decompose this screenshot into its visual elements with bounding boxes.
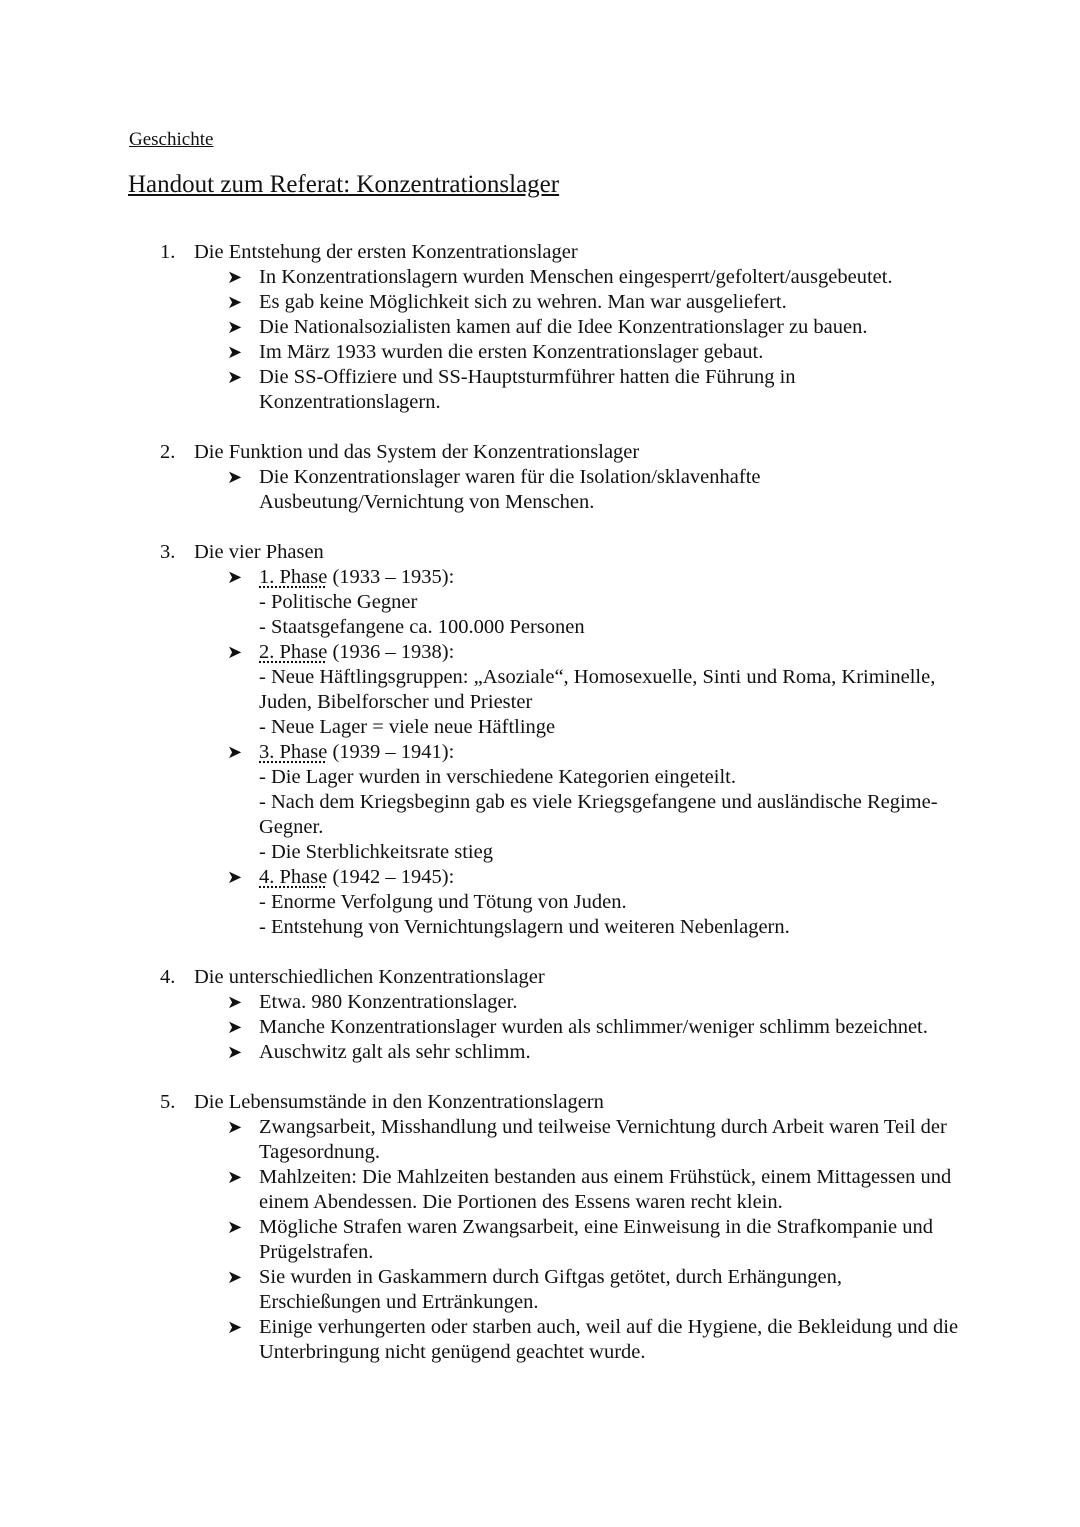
phase-detail-line: - Nach dem Kriegsbeginn gab es viele Kriegsgefangene und ausländische Regime-Gegner. (259, 791, 938, 838)
bullet-body: Es gab keine Möglichkeit sich zu wehren. Man war ausgeliefert. (259, 291, 787, 313)
section-number: 1. (160, 241, 176, 263)
bullet-body: Manche Konzentrationslager wurden als schlimmer/weniger schlimm bezeichnet. (259, 1016, 928, 1038)
bullet-body: Mögliche Strafen waren Zwangsarbeit, eine Einweisung in die Strafkompanie und Prügelstrafen. (259, 1216, 934, 1263)
phase-label: 4. Phase (259, 866, 328, 888)
bullet-list (160, 565, 960, 940)
section (160, 540, 960, 940)
document-title: Handout zum Referat: Konzentrationslager (128, 171, 560, 198)
bullet-body (259, 740, 960, 865)
bullet-body (259, 865, 960, 940)
phase-title-line (259, 865, 960, 890)
bullet-body: Etwa. 980 Konzentrationslager. (259, 991, 518, 1013)
bullet-item (160, 1315, 960, 1365)
phase-range: (1942 – 1945): (327, 866, 455, 888)
arrowhead-bullet-icon: ➤ (227, 1017, 243, 1038)
section-list (160, 240, 960, 1390)
bullet-list (160, 990, 960, 1065)
arrowhead-bullet-icon: ➤ (227, 742, 243, 763)
section-heading-row (160, 540, 960, 565)
section-heading-row (160, 440, 960, 465)
arrowhead-bullet-icon: ➤ (227, 992, 243, 1013)
section-number: 3. (160, 541, 176, 563)
bullet-list (160, 1115, 960, 1365)
bullet-body: Die Nationalsozialisten kamen auf die Idee Konzentrationslager zu bauen. (259, 316, 868, 338)
phase-detail-line: - Enorme Verfolgung und Tötung von Juden. (259, 891, 627, 913)
arrowhead-bullet-icon: ➤ (227, 1217, 243, 1238)
bullet-list (160, 265, 960, 415)
section-heading: Die Entstehung der ersten Konzentrationslager (194, 241, 578, 263)
bullet-item (160, 1040, 960, 1065)
phase-detail-line: - Staatsgefangene ca. 100.000 Personen (259, 616, 585, 638)
arrowhead-bullet-icon: ➤ (227, 567, 243, 588)
section (160, 440, 960, 515)
bullet-item (160, 640, 960, 740)
arrowhead-bullet-icon: ➤ (227, 1167, 243, 1188)
bullet-item (160, 1165, 960, 1215)
bullet-item (160, 1115, 960, 1165)
arrowhead-bullet-icon: ➤ (227, 292, 243, 313)
phase-detail-line: - Entstehung von Vernichtungslagern und weiteren Nebenlagern. (259, 916, 790, 938)
phase-detail-line: - Neue Häftlingsgruppen: „Asoziale“, Homosexuelle, Sinti und Roma, Kriminelle, Juden, Bibelforscher und Priester (259, 666, 936, 713)
phase-detail-line: - Neue Lager = viele neue Häftlinge (259, 716, 556, 738)
section-heading-row (160, 1090, 960, 1115)
bullet-item (160, 465, 960, 515)
arrowhead-bullet-icon: ➤ (227, 1117, 243, 1138)
arrowhead-bullet-icon: ➤ (227, 642, 243, 663)
bullet-item (160, 1015, 960, 1040)
section-heading: Die Lebensumstände in den Konzentrationslagern (194, 1091, 604, 1113)
phase-title-line (259, 565, 960, 590)
phase-title-line (259, 740, 960, 765)
bullet-item (160, 315, 960, 340)
phase-detail-line: - Die Sterblichkeitsrate stieg (259, 841, 493, 863)
arrowhead-bullet-icon: ➤ (227, 867, 243, 888)
arrowhead-bullet-icon: ➤ (227, 1042, 243, 1063)
bullet-body: Auschwitz galt als sehr schlimm. (259, 1041, 531, 1063)
bullet-item (160, 865, 960, 940)
section (160, 965, 960, 1065)
bullet-item (160, 740, 960, 865)
phase-label: 2. Phase (259, 641, 328, 663)
section-number: 2. (160, 441, 176, 463)
subject-heading: Geschichte (129, 129, 214, 150)
arrowhead-bullet-icon: ➤ (227, 1317, 243, 1338)
phase-title-line (259, 640, 960, 665)
bullet-item (160, 290, 960, 315)
bullet-item (160, 990, 960, 1015)
phase-label: 1. Phase (259, 566, 328, 588)
phase-range: (1933 – 1935): (327, 566, 455, 588)
phase-range: (1936 – 1938): (327, 641, 455, 663)
phase-detail-line: - Die Lager wurden in verschiedene Kategorien eingeteilt. (259, 766, 736, 788)
phase-label: 3. Phase (259, 741, 328, 763)
bullet-body: Sie wurden in Gaskammern durch Giftgas getötet, durch Erhängungen, Erschießungen und Ertränkungen. (259, 1266, 842, 1313)
arrowhead-bullet-icon: ➤ (227, 317, 243, 338)
arrowhead-bullet-icon: ➤ (227, 267, 243, 288)
bullet-body: Mahlzeiten: Die Mahlzeiten bestanden aus einem Frühstück, einem Mittagessen und einem Abendessen. Die Portionen des Essens waren recht klein. (259, 1166, 952, 1213)
bullet-item (160, 1215, 960, 1265)
section-heading-row (160, 965, 960, 990)
arrowhead-bullet-icon: ➤ (227, 367, 243, 388)
bullet-item (160, 1265, 960, 1315)
bullet-item (160, 340, 960, 365)
arrowhead-bullet-icon: ➤ (227, 1267, 243, 1288)
section-heading-row (160, 240, 960, 265)
bullet-item (160, 565, 960, 640)
arrowhead-bullet-icon: ➤ (227, 467, 243, 488)
arrowhead-bullet-icon: ➤ (227, 342, 243, 363)
section-number: 5. (160, 1091, 176, 1113)
bullet-body: In Konzentrationslagern wurden Menschen eingesperrt/gefoltert/ausgebeutet. (259, 266, 893, 288)
bullet-body: Einige verhungerten oder starben auch, weil auf die Hygiene, die Bekleidung und die Unterbringung nicht genügend geachtet wurde. (259, 1316, 959, 1363)
bullet-body (259, 640, 960, 740)
section-heading: Die vier Phasen (194, 541, 324, 563)
phase-range: (1939 – 1941): (327, 741, 455, 763)
phase-detail-line: - Politische Gegner (259, 591, 418, 613)
section (160, 1090, 960, 1365)
bullet-item (160, 365, 960, 415)
bullet-body (259, 565, 960, 640)
bullet-item (160, 265, 960, 290)
bullet-body: Die Konzentrationslager waren für die Isolation/sklavenhafte Ausbeutung/Vernichtung von Menschen. (259, 466, 761, 513)
section-heading: Die Funktion und das System der Konzentrationslager (194, 441, 640, 463)
bullet-list (160, 465, 960, 515)
bullet-body: Zwangsarbeit, Misshandlung und teilweise Vernichtung durch Arbeit waren Teil der Tagesordnung. (259, 1116, 947, 1163)
section-heading: Die unterschiedlichen Konzentrationslager (194, 966, 545, 988)
bullet-body: Die SS-Offiziere und SS-Hauptsturmführer hatten die Führung in Konzentrationslagern. (259, 366, 796, 413)
section (160, 240, 960, 415)
bullet-body: Im März 1933 wurden die ersten Konzentrationslager gebaut. (259, 341, 764, 363)
section-number: 4. (160, 966, 176, 988)
